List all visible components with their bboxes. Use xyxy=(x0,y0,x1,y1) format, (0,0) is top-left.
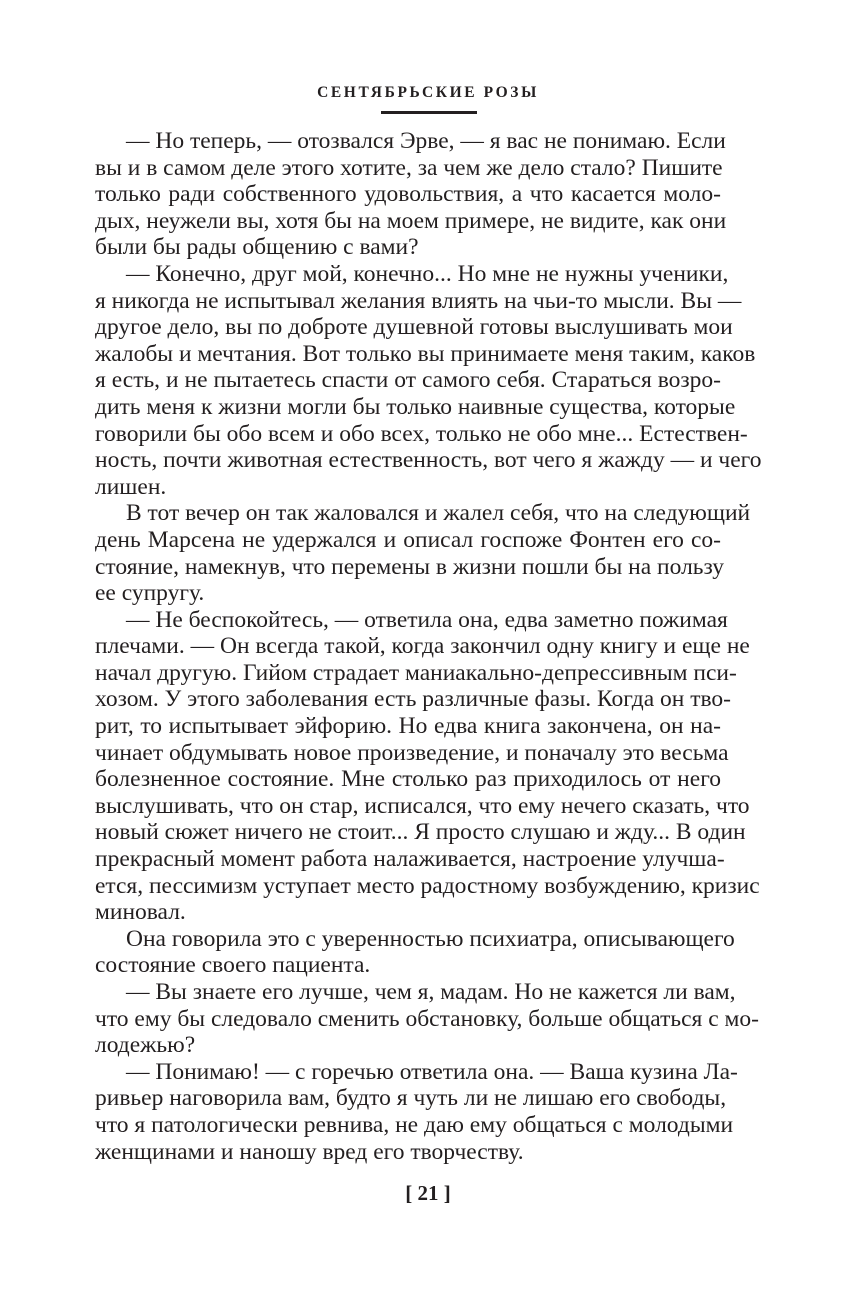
text-line: В тот вечер он так жаловался и жалел себя, что на следующий xyxy=(126,500,751,527)
text-line: стояние, намекнув, что перемены в жизни пошли бы на пользу xyxy=(95,553,725,580)
text-line: дить меня к жизни могли бы только наивные существа, которые xyxy=(95,393,736,420)
text-line: жалобы и мечтания. Вот только вы принимаете меня таким, каков xyxy=(95,340,756,367)
text-line: лишен. xyxy=(95,473,167,500)
text-line: плечами. — Он всегда такой, когда закончил одну книгу и еще не xyxy=(95,633,750,660)
text-line: женщинами и наношу вред его творчеству. xyxy=(95,1138,524,1165)
text-line: хозом. У этого заболевания есть различные фазы. Когда он тво- xyxy=(95,686,731,713)
text-line: говорили бы обо всем и обо всех, только не обо мне... Естествен- xyxy=(95,420,748,447)
paragraph xyxy=(95,925,735,979)
text-line: прекрасный момент работа налаживается, настроение улучша- xyxy=(95,846,725,873)
text-line: ность, почти животная естественность, вот чего я жажду — и чего xyxy=(95,447,762,474)
text-line: чинает обдумывать новое произведение, и поначалу это весьма xyxy=(95,739,729,766)
text-line: — Не беспокойтесь, — ответила она, едва заметно пожимая xyxy=(126,606,728,633)
text-line: ется, пессимизм уступает место радостному возбуждению, кризис xyxy=(95,872,760,899)
text-line: — Конечно, друг мой, конечно... Но мне не нужны ученики, xyxy=(126,260,729,287)
paragraph xyxy=(95,260,762,500)
text-line: только ради собственного удовольствия, а что касается моло- xyxy=(95,181,721,208)
text-line: — Вы знаете его лучше, чем я, мадам. Но не кажется ли вам, xyxy=(126,979,736,1005)
text-line: выслушивать, что он стар, исписался, что ему нечего сказать, что xyxy=(95,792,750,819)
text-line: дых, неужели вы, хотя бы на моем примере, не видите, как они xyxy=(95,207,727,234)
text-line: день Марсена не удержался и описал госпоже Фонтен его со- xyxy=(95,526,721,553)
text-line: миновал. xyxy=(95,899,186,926)
text-line: я есть, и не пытаетесь спасти от самого себя. Стараться возро- xyxy=(95,367,721,394)
paragraph xyxy=(95,606,760,926)
text-line: я никогда не испытывал желания влиять на чьи-то мысли. Вы — xyxy=(95,287,742,314)
title-rule xyxy=(381,111,477,114)
text-line: начал другую. Гийом страдает маниакально-депрессивным пси- xyxy=(95,659,737,686)
text-line: что я патологически ревнива, не даю ему общаться с молодыми xyxy=(95,1111,734,1138)
text-line: — Но теперь, — отозвался Эрве, — я вас не понимаю. Если xyxy=(126,128,726,154)
text-line: были бы рады общению с вами? xyxy=(95,234,419,261)
text-line: ривьер наговорила вам, будто я чуть ли не лишаю его свободы, xyxy=(95,1085,727,1112)
body-text xyxy=(95,128,762,1165)
text-line: другое дело, вы по доброте душевной готовы выслушивать мои xyxy=(95,314,733,341)
text-line: состояние своего пациента. xyxy=(95,952,371,979)
page-number: [ 21 ] xyxy=(405,1181,451,1205)
running-title: СЕНТЯБРЬСКИЕ РОЗЫ xyxy=(317,84,539,101)
text-line: болезненное состояние. Мне столько раз приходилось от него xyxy=(95,766,721,793)
paragraph xyxy=(95,979,759,1059)
text-line: Она говорила это с уверенностью психиатра, описывающего xyxy=(126,925,735,952)
text-line: вы и в самом деле этого хотите, за чем же дело стало? Пишите xyxy=(95,154,723,181)
text-line: что ему бы следовало сменить обстановку, больше общаться с мо- xyxy=(95,1005,759,1032)
text-line: новый сюжет ничего не стоит... Я просто слушаю и жду... В один xyxy=(95,819,746,846)
text-line: рит, то испытывает эйфорию. Но едва книга закончена, он на- xyxy=(95,713,721,740)
paragraph xyxy=(95,500,751,607)
paragraph xyxy=(95,1058,738,1165)
text-line: ее супругу. xyxy=(95,580,205,607)
paragraph xyxy=(95,128,727,261)
text-line: лодежью? xyxy=(95,1032,196,1059)
text-line: — Понимаю! — с горечью ответила она. — Ваша кузина Ла- xyxy=(126,1058,738,1085)
